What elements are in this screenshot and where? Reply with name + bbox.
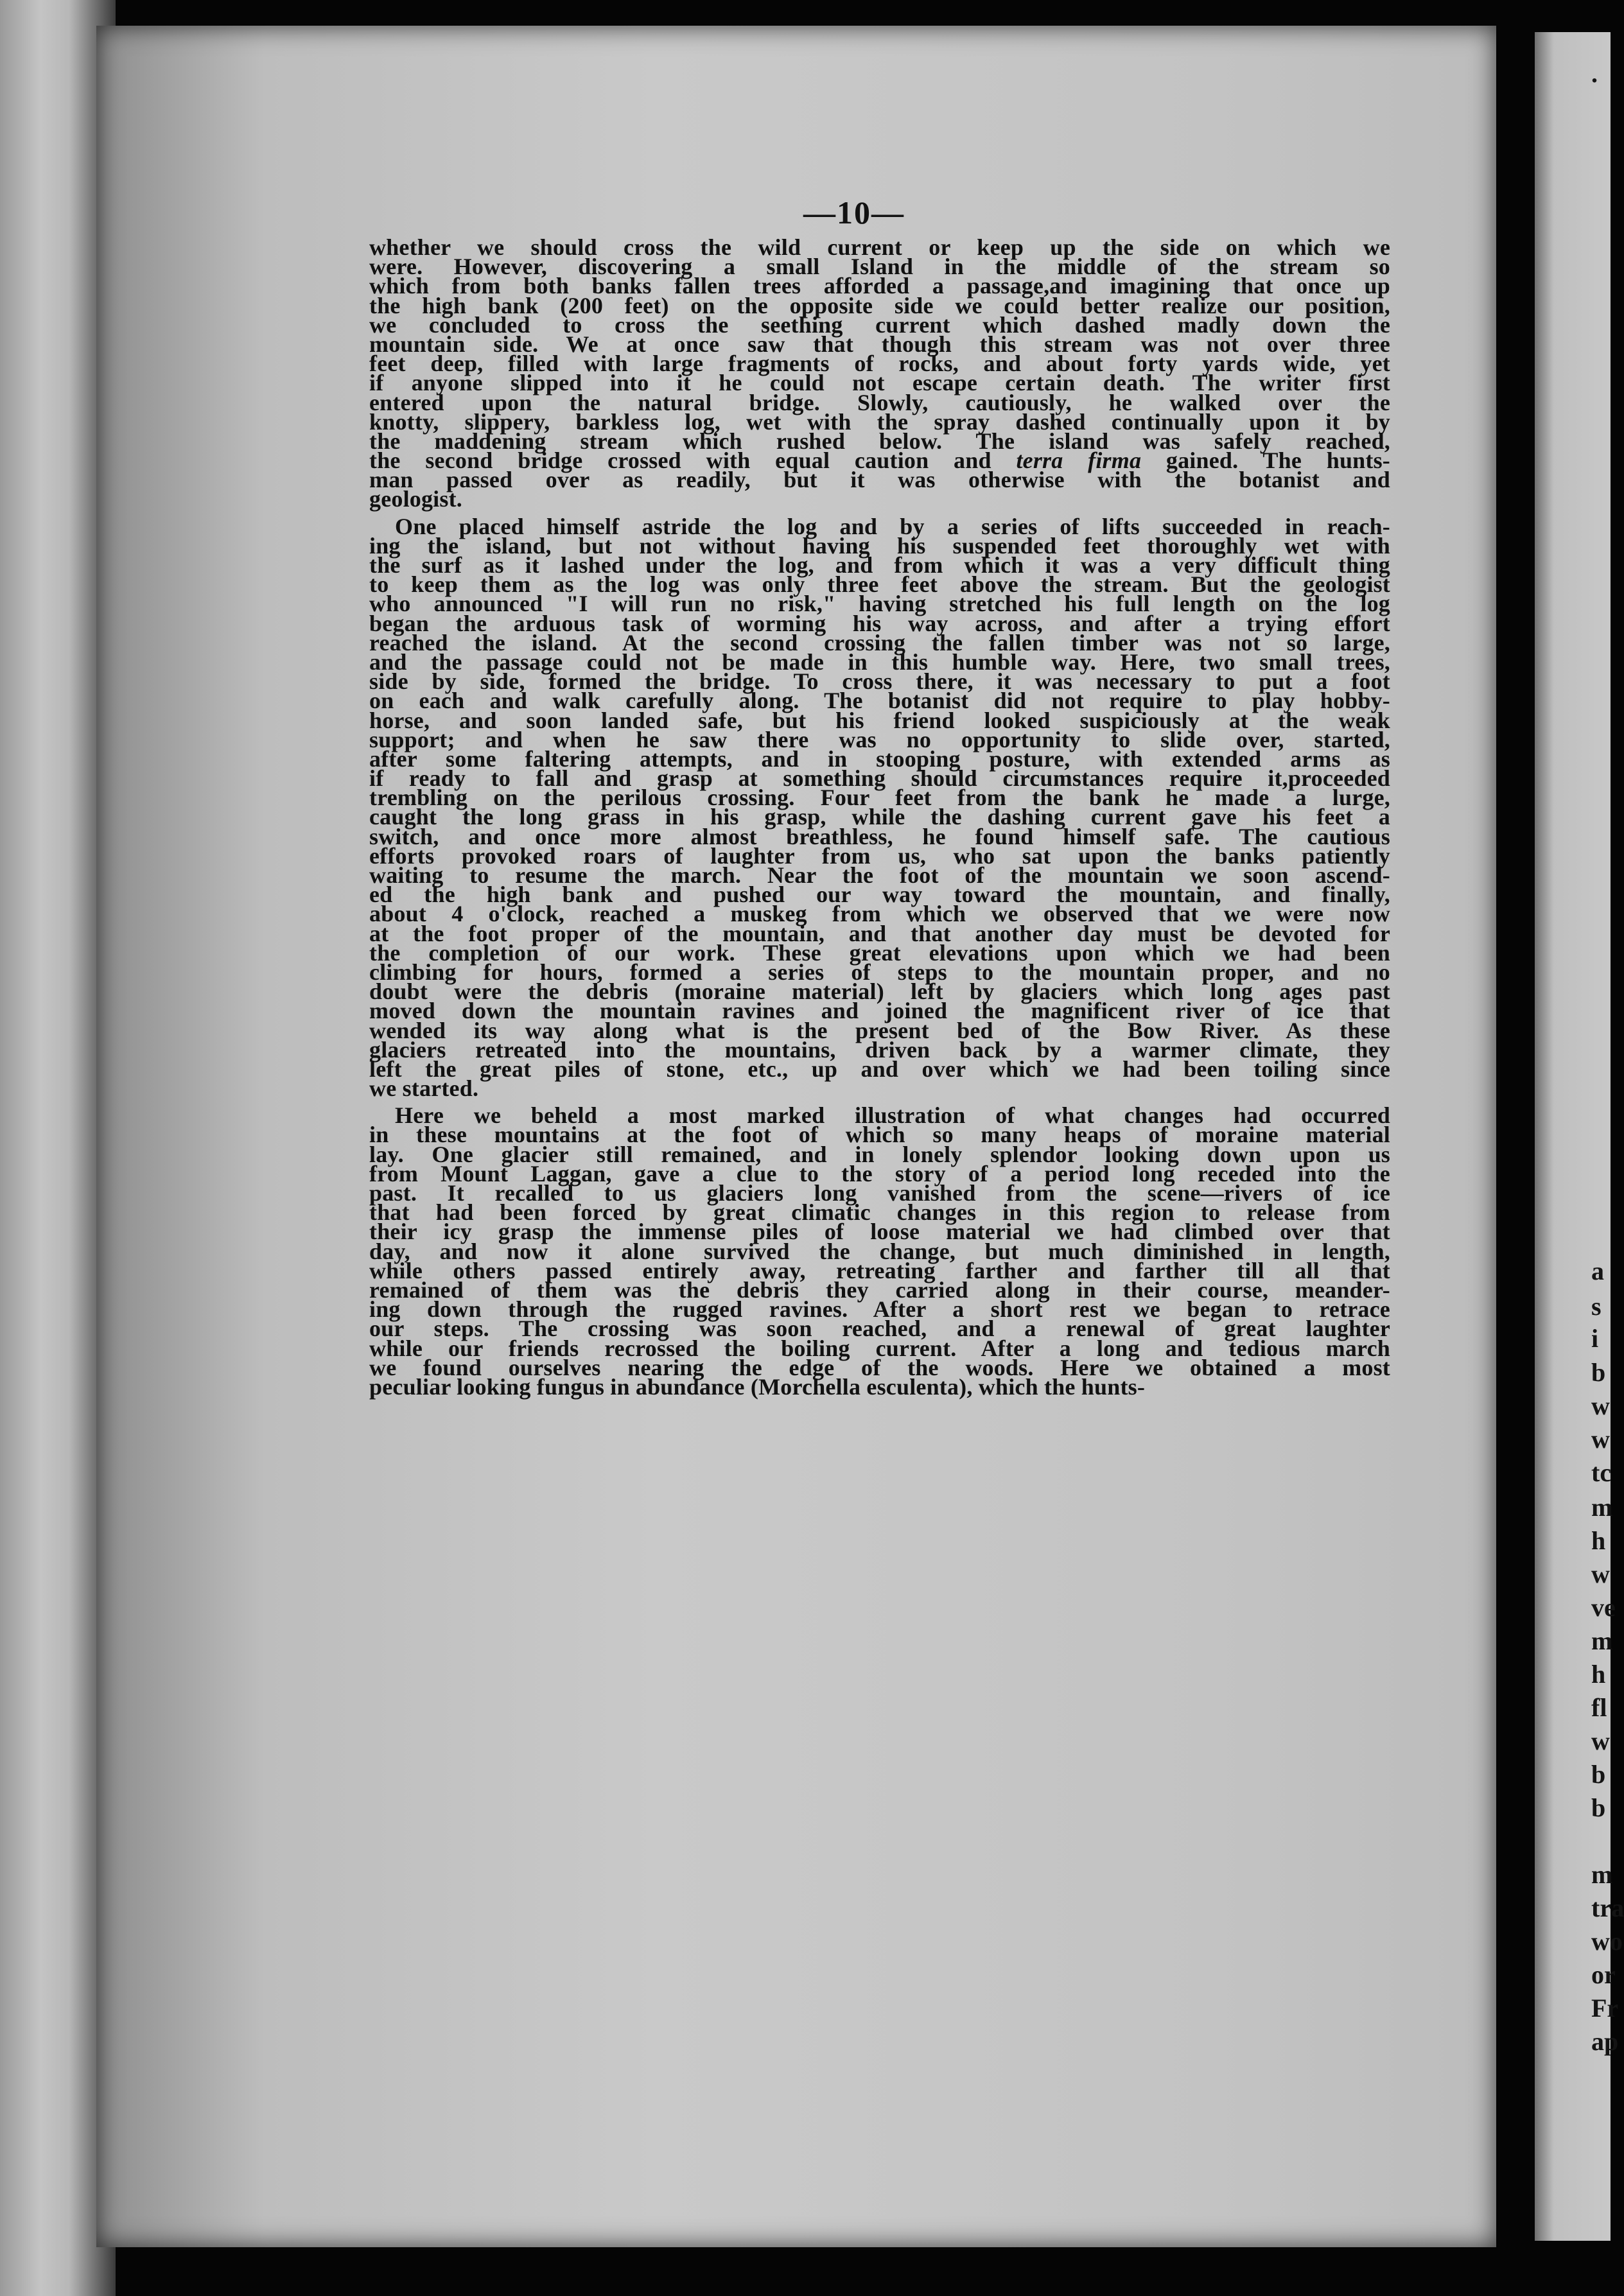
adjacent-page-fragment: or (1591, 1960, 1616, 1989)
text-line: we started. (369, 1075, 479, 1102)
adjacent-page-fragment: w (1591, 1391, 1610, 1420)
text-line: our steps. The crossing was soon reached, and a renewal of great laughter (369, 1316, 1390, 1342)
text-line: efforts provoked roars of laughter from us, who sat upon the banks patiently (369, 842, 1390, 869)
text-line: lay. One glacier still remained, and in lonely splendor looking down upon us (369, 1141, 1390, 1167)
text-line: we concluded to cross the seething current which dashed madly down the (369, 311, 1390, 338)
text-line: side by side, formed the bridge. To cross there, it was necessary to put a foot (369, 668, 1390, 695)
text-line: we found ourselves nearing the edge of the woods. Here we obtained a most (369, 1354, 1390, 1380)
adjacent-page-fragment: tc (1591, 1458, 1612, 1487)
adjacent-page-fragment: m (1591, 1493, 1613, 1522)
text-line: mountain side. We at once saw that though this stream was not over three (369, 331, 1390, 357)
page-body-text (369, 234, 1390, 1400)
text-line: past. It recalled to us glaciers long vanished from the scene—rivers of ice (369, 1180, 1390, 1206)
text-line: peculiar looking fungus in abundance (Morchella esculenta), which the hunts- (369, 1373, 1146, 1400)
page-number: —10— (803, 195, 905, 230)
text-line: on each and walk carefully along. The botanist did not require to play hobby- (369, 688, 1390, 714)
text-line: at the foot proper of the mountain, and that another day must be devoted for (369, 920, 1390, 946)
text-line: feet deep, filled with large fragments of rocks, and about forty yards wide, yet (369, 351, 1390, 377)
text-line: waiting to resume the march. Near the foot of the mountain we soon ascend- (369, 862, 1390, 888)
adjacent-page-fragment: w (1591, 1726, 1610, 1755)
text-line: the completion of our work. These great elevations upon which we had been (369, 939, 1390, 966)
text-line: left the great piles of stone, etc., up and over which we had been toiling since (369, 1056, 1390, 1082)
adjacent-page-fragment: . (1591, 59, 1598, 88)
adjacent-page-fragment: tra (1591, 1893, 1624, 1922)
text-line: who announced "I will run no risk," having stretched his full length on the log (369, 591, 1390, 617)
text-line: glaciers retreated into the mountains, driven back by a warmer climate, they (369, 1036, 1390, 1063)
text-line: while others passed entirely away, retreating farther and farther till all that (369, 1257, 1390, 1283)
adjacent-page-fragment: b (1591, 1760, 1606, 1789)
text-line: geologist. (369, 486, 462, 512)
text-line: moved down the mountain ravines and joined the magnificent river of ice that (369, 998, 1390, 1024)
text-line: and the passage could not be made in this humble way. Here, two small trees, (369, 648, 1390, 675)
text-line: One placed himself astride the log and by a series of lifts succeeded in reach- (395, 513, 1390, 539)
adjacent-page-fragment: b (1591, 1358, 1606, 1387)
adjacent-page-fragment: h (1591, 1526, 1606, 1555)
adjacent-page-fragment: ap (1591, 2027, 1619, 2056)
text-line: which from both banks fallen trees afforded a passage,and imagining that once up (369, 273, 1390, 299)
text-line: trembling on the perilous crossing. Four feet from the bank he made a lurge, (369, 785, 1390, 811)
adjacent-page-fragment: a (1591, 1257, 1604, 1285)
text-line: the second bridge crossed with equal caution and terra firma gained. The hunts- (369, 448, 1390, 474)
text-line: their icy grasp the immense piles of loose material we had climbed over that (369, 1219, 1390, 1245)
text-line: the surf as it lashed under the log, and from which it was a very difficult thing (369, 552, 1390, 578)
adjacent-page-fragment: h (1591, 1660, 1606, 1689)
text-line: that had been forced by great climatic changes in this region to release from (369, 1199, 1390, 1226)
text-line: in these mountains at the foot of which so many heaps of moraine material (369, 1122, 1390, 1148)
text-line: from Mount Laggan, gave a clue to the story of a period long receded into the (369, 1160, 1390, 1187)
text-line: after some faltering attempts, and in stooping posture, with extended arms as (369, 745, 1390, 772)
text-line: whether we should cross the wild current or keep up the side on which we (369, 234, 1390, 260)
text-line: wended its way along what is the present bed of the Bow River. As these (369, 1017, 1390, 1043)
adjacent-page-fragment: fl (1591, 1693, 1607, 1722)
text-line: entered upon the natural bridge. Slowly, cautiously, he walked over the (369, 389, 1390, 415)
text-line: horse, and soon landed safe, but his friend looked suspiciously at the weak (369, 707, 1390, 733)
adjacent-page-fragment: w (1591, 1425, 1610, 1454)
text-line: ing the island, but not without having his suspended feet thoroughly wet with (369, 532, 1390, 559)
text-line: to keep them as the log was only three feet above the stream. But the geologist (369, 571, 1390, 598)
adjacent-page-fragment: b (1591, 1793, 1606, 1822)
text-line: were. However, discovering a small Island in the middle of the stream so (369, 254, 1390, 280)
text-line: doubt were the debris (moraine material) left by glaciers which long ages past (369, 978, 1390, 1005)
adjacent-page-fragment: s (1591, 1292, 1602, 1321)
text-line: support; and when he saw there was no opportunity to slide over, started, (369, 726, 1390, 752)
adjacent-page-fragment: wo (1591, 1927, 1623, 1956)
adjacent-page-fragment: m (1591, 1860, 1613, 1889)
text-line: reached the island. At the second crossing the fallen timber was not so large, (369, 629, 1390, 656)
text-line: man passed over as readily, but it was otherwise with the botanist and (369, 467, 1390, 493)
text-line: switch, and once more almost breathless, he found himself safe. The cautious (369, 823, 1390, 849)
adjacent-page-fragment: i (1591, 1324, 1599, 1353)
text-line: the maddening stream which rushed below. The island was safely reached, (369, 428, 1390, 454)
text-line: climbing for hours, formed a series of steps to the mountain proper, and no (369, 959, 1390, 985)
text-line: caught the long grass in his grasp, while the dashing current gave his feet a (369, 804, 1390, 830)
text-line: day, and now it alone survived the change, but much diminished in length, (369, 1238, 1390, 1264)
text-line: remained of them was the debris they carried along in their course, meander- (369, 1276, 1390, 1303)
adjacent-page-fragment: m (1591, 1626, 1613, 1655)
text-line: ed the high bank and pushed our way toward the mountain, and finally, (369, 882, 1390, 908)
text-line: if ready to fall and grasp at something should circumstances require it,proceeded (369, 765, 1390, 792)
text-line: ing down through the rugged ravines. After a short rest we began to retrace (369, 1296, 1390, 1323)
adjacent-page-fragment: Fr (1591, 1994, 1619, 2022)
text-line: while our friends recrossed the boiling current. After a long and tedious march (369, 1335, 1390, 1361)
text-line: if anyone slipped into it he could not escape certain death. The writer first (369, 370, 1390, 396)
text-line: knotty, slippery, barkless log, wet with the spray dashed continually upon it by (369, 408, 1390, 435)
text-line: the high bank (200 feet) on the opposite side we could better realize our position, (369, 292, 1390, 318)
adjacent-page-fragment: w (1591, 1560, 1610, 1588)
text-line: about 4 o'clock, reached a muskeg from which we observed that we were now (369, 901, 1390, 927)
adjacent-page-fragment: ve (1591, 1593, 1616, 1622)
text-line: Here we beheld a most marked illustration of what changes had occurred (395, 1102, 1390, 1129)
text-line: began the arduous task of worming his way across, and after a trying effort (369, 610, 1390, 636)
